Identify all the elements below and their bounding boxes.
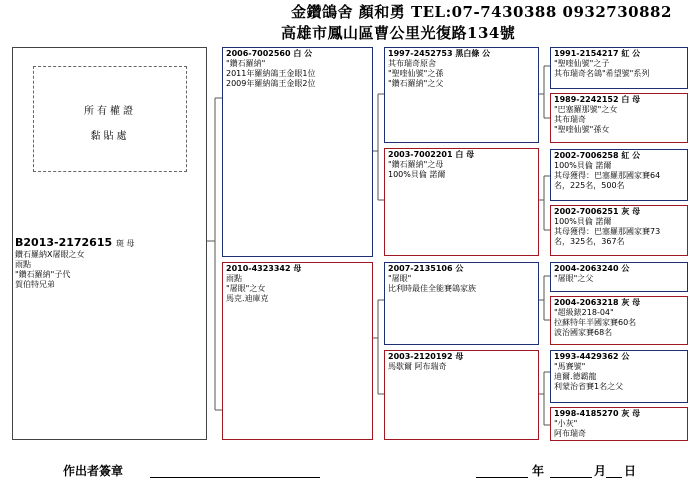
dss-ring: 2004-2063240 公 — [554, 264, 630, 273]
sss-line: "聖喹仙號"之子 — [554, 59, 610, 68]
dsd-line: 波治國家賽68名 — [554, 328, 613, 337]
dss-card — [550, 262, 688, 292]
photo-label-paste-here: 黏貼處 — [90, 131, 130, 142]
photo-label-ownership: 所有權證 — [84, 106, 136, 117]
signature-line[interactable] — [150, 477, 320, 478]
subject-line: 鑽石羅納X屠眼之女 — [15, 250, 85, 259]
breeder-name-phone: 金鑽鴿舍 顏和勇 TEL:07-7430388 0932730882 — [291, 3, 672, 21]
month-line[interactable] — [550, 477, 592, 478]
sire-sire-card — [384, 47, 539, 143]
sss-line: 其布瑞奇名鴿"希望號"系列 — [554, 69, 650, 78]
sds-ring: 2002-7006258 紅 公 — [554, 151, 641, 160]
day-label: 日 — [624, 464, 637, 478]
breeder-address: 高雄市鳳山區曹公里光復路134號 — [281, 24, 516, 42]
ddd-card — [550, 407, 688, 441]
sire-card — [222, 47, 373, 257]
dam-ring: 2010-4323342 母 — [226, 264, 302, 273]
subject-ring: B2013-2172615 斑 母 — [15, 236, 135, 249]
sdd-line: 100%貝倫 諾爾 — [554, 217, 612, 226]
ddd-ring: 1998-4185270 灰 母 — [554, 409, 641, 418]
ssd-ring: 1989-2242152 白 母 — [554, 95, 641, 104]
dds-ring: 1993-4429362 公 — [554, 352, 630, 361]
sds-card — [550, 149, 688, 201]
dam-line: 馬克.迪庫克 — [226, 294, 269, 303]
ssd-line: "聖喹仙號"孫女 — [554, 125, 610, 134]
sdd-ring: 2002-7006251 灰 母 — [554, 207, 641, 216]
dsd-card — [550, 296, 688, 345]
subject-sex: 斑 母 — [116, 239, 135, 248]
ddd-line: 阿布瑞奇 — [554, 429, 586, 438]
dam-line: 雨點 — [226, 274, 242, 283]
sire-ring: 2006-7002560 白 公 — [226, 49, 313, 58]
sire-dam-line: "鑽石羅納"之母 — [388, 160, 444, 169]
subject-line: "鑽石羅納"子代 — [15, 270, 71, 279]
dam-line: "屠眼"之女 — [226, 284, 266, 293]
certificate-sticker-area — [33, 66, 187, 172]
sss-card — [550, 47, 688, 89]
sire-line: "鑽石羅納" — [226, 59, 266, 68]
sds-line: 名，225名，500名 — [554, 181, 625, 190]
subject-info — [15, 237, 135, 290]
dam-sire-line: "屠眼" — [388, 274, 412, 283]
sire-dam-line: 100%貝倫 諾爾 — [388, 170, 446, 179]
sdd-card — [550, 205, 688, 256]
sire-dam-card — [384, 148, 539, 256]
sire-sire-ring: 1997-2452753 黑白條 公 — [388, 49, 491, 58]
subject-line: 賀伯特兄弟 — [15, 280, 55, 289]
dam-sire-ring: 2007-2135106 公 — [388, 264, 464, 273]
sds-line: 100%貝倫 諾爾 — [554, 161, 612, 170]
dam-sire-card — [384, 262, 539, 345]
sire-line: 2011年羅納鴿王金眼1位 — [226, 69, 316, 78]
dsd-ring: 2004-2063218 灰 母 — [554, 298, 641, 307]
ssd-line: 其布瑞奇 — [554, 115, 586, 124]
signature-label: 作出者簽章 — [63, 464, 124, 478]
ssd-card — [550, 93, 688, 143]
dsd-line: "超級錶218-04" — [554, 308, 614, 317]
sds-line: 其母獲得：巴塞羅那國家賽64 — [554, 171, 661, 180]
dds-line: 迪爾.德霸龍 — [554, 372, 597, 381]
subject-line: 雨點 — [15, 260, 31, 269]
sss-ring: 1991-2154217 紅 公 — [554, 49, 641, 58]
dam-dam-ring: 2003-2120192 母 — [388, 352, 464, 361]
dds-line: "馬賽號" — [554, 362, 586, 371]
dam-sire-line: 比利時最佳全能賽鴿家族 — [388, 284, 476, 293]
sire-dam-ring: 2003-7002201 白 母 — [388, 150, 475, 159]
month-label: 月 — [594, 464, 607, 478]
ssd-line: "巴塞羅那號"之女 — [554, 105, 618, 114]
sire-sire-line: 其布瑞奇原舍 — [388, 59, 436, 68]
subject-pigeon-card — [12, 47, 207, 440]
sdd-line: 其母獲得：巴塞羅那國家賽73 — [554, 227, 661, 236]
year-line[interactable] — [476, 477, 528, 478]
sdd-line: 名，325名，367名 — [554, 237, 625, 246]
dsd-line: 拉蘇特年半國家賽60名 — [554, 318, 637, 327]
dam-card — [222, 262, 373, 440]
dam-dam-line: 馬歇爾 阿布瑞奇 — [388, 362, 447, 371]
dss-line: "屠眼"之父 — [554, 274, 594, 283]
dds-line: 利蒙治省賽1名之父 — [554, 382, 624, 391]
year-label: 年 — [532, 464, 545, 478]
sire-sire-line: "聖喹仙號"之孫 — [388, 69, 444, 78]
day-line[interactable] — [606, 477, 622, 478]
dds-card — [550, 350, 688, 403]
dam-dam-card — [384, 350, 539, 440]
ddd-line: "小灰" — [554, 419, 578, 428]
sire-line: 2009年羅納鴿王金眼2位 — [226, 79, 316, 88]
sire-sire-line: "鑽石羅納"之父 — [388, 79, 444, 88]
